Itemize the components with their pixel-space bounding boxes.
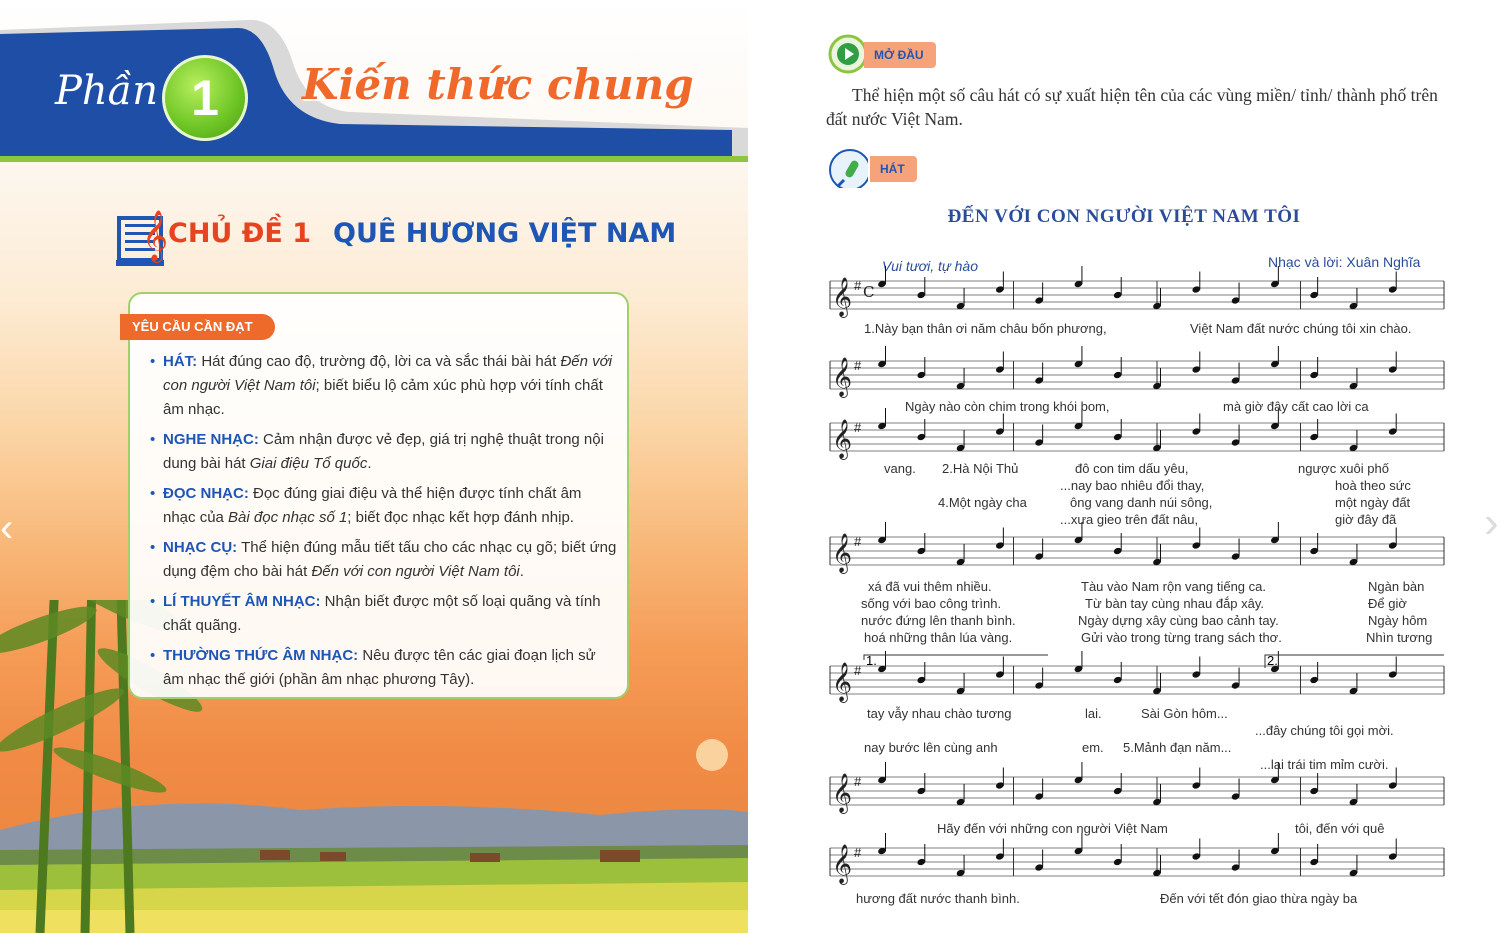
lyric-line: đô con tim dấu yêu,: [1075, 461, 1189, 476]
lyric-line: giờ đây đã: [1335, 512, 1397, 527]
volta-1-bracket: [864, 655, 1048, 660]
sharp-sign-icon: #: [854, 663, 862, 678]
lyric-line: tôi, đến với quê: [1295, 821, 1385, 836]
lyric-line: Sài Gòn hôm...: [1141, 706, 1228, 721]
lyric-line: mà giờ đây cất cao lời ca: [1223, 399, 1369, 414]
lyric-line: nước đứng lên thanh bình.: [861, 613, 1016, 628]
lyric-line: hoá những thân lúa vàng.: [864, 630, 1013, 645]
song-author: Nhạc và lời: Xuân Nghĩa: [1268, 254, 1421, 270]
volta-1-label: 1.: [866, 653, 877, 668]
requirements-list: [150, 350, 618, 698]
lyric-line: Ngày nào còn chim trong khói bom,: [905, 399, 1110, 414]
lyric-line: Ngàn bàn: [1368, 579, 1425, 594]
lyric-line: hương đất nước thanh bình.: [856, 891, 1020, 906]
lyric-line: 2.Hà Nội Thủ: [942, 461, 1019, 476]
lyric-line: Đến với tết đón giao thừa ngày ba: [1160, 891, 1358, 906]
lyric-line: Việt Nam đất nước chúng tôi xin chào.: [1190, 321, 1412, 336]
lyric-line: Từ bàn tay cùng nhau đắp xây.: [1085, 596, 1265, 611]
lyric-line: ngược xuôi phố: [1298, 461, 1389, 476]
lyric-line: Ngày dựng xây cùng bao cảnh tay.: [1078, 613, 1279, 628]
sharp-sign-icon: #: [854, 420, 862, 435]
next-page-arrow[interactable]: ›: [1484, 498, 1499, 547]
requirement-item: • ĐỌC NHẠC: Đọc đúng giai điệu và thể hiện được tính chất âm nhạc của Bài đọc nhạc số 1; biết đọc nhạc kết hợp đánh nhịp.: [150, 485, 582, 526]
tempo-marking: Vui tươi, tự hào: [882, 258, 978, 274]
requirement-item: • THƯỜNG THỨC ÂM NHẠC: Nêu được tên các giai đoạn lịch sử âm nhạc thế giới (phần âm nhạc phương Tây).: [150, 647, 596, 688]
lyric-line: lai.: [1085, 706, 1102, 721]
sharp-sign-icon: #: [854, 278, 862, 293]
topic-heading: [116, 206, 716, 268]
sharp-sign-icon: #: [854, 845, 862, 860]
lyric-line: một ngày đất: [1335, 495, 1411, 510]
lyric-line: 5.Mảnh đạn năm...: [1123, 740, 1232, 755]
treble-clef-icon: 𝄞: [832, 277, 853, 317]
time-signature: C: [863, 283, 875, 301]
previous-page-arrow[interactable]: ‹: [0, 506, 14, 550]
lyric-line: xá đã vui thêm nhiều.: [868, 579, 992, 594]
lyric-line: Để giờ: [1368, 596, 1407, 611]
lyric-line: Nhìn tương: [1366, 630, 1433, 645]
sharp-sign-icon: #: [854, 358, 862, 373]
sharp-sign-icon: #: [854, 774, 862, 789]
treble-clef-icon: 𝄞: [832, 662, 853, 702]
lyric-line: 4.Một ngày cha: [938, 495, 1027, 510]
part-word: Phần: [55, 68, 158, 114]
topic-label: CHỦ ĐỀ 1: [168, 218, 311, 249]
intro-text: Thể hiện một số câu hát có sự xuất hiện tên của các vùng miền/ tỉnh/ thành phố trên đất nước Việt Nam.: [826, 85, 1438, 129]
lyric-line: Gửi vào trong từng trang sách thơ.: [1081, 630, 1282, 645]
lyric-line: hoà theo sức: [1335, 478, 1411, 493]
lyric-line: vang.: [884, 461, 916, 476]
lyric-line: ...lai trái tim mỉm cười.: [1260, 757, 1389, 772]
svg-text:𝄞: 𝄞: [142, 210, 168, 261]
volta-2-label: 2.: [1267, 653, 1278, 668]
requirement-item: • NHẠC CỤ: Thể hiện đúng mẫu tiết tấu cho các nhạc cụ gõ; biết ứng dụng đệm cho bài hát Đến với con người Việt Nam tôi.: [150, 539, 617, 580]
topic-name: QUÊ HƯƠNG VIỆT NAM: [333, 218, 677, 249]
lyric-line: Hãy đến với những con người Việt Nam: [937, 821, 1168, 836]
requirements-box: [128, 292, 629, 699]
lyric-line: Tàu vào Nam rộn vang tiếng ca.: [1081, 579, 1266, 594]
right-page: [748, 0, 1500, 933]
lyric-line: ông vang danh núi sông,: [1070, 495, 1213, 510]
lyric-line: ...đây chúng tôi gọi mời.: [1255, 723, 1394, 738]
intro-label: MỞ ĐẦU: [864, 42, 936, 68]
song-title: ĐẾN VỚI CON NGƯỜI VIỆT NAM TÔI: [947, 206, 1301, 227]
lyric-line: Ngày hôm: [1368, 613, 1428, 628]
treble-clef-icon: 𝄞: [832, 357, 853, 397]
treble-clef-icon: 𝄞: [832, 533, 853, 573]
part-number-badge: 1: [162, 55, 248, 141]
lyric-line: nay bước lên cùng anh: [864, 740, 998, 755]
requirements-tag: YÊU CẦU CẦN ĐẠT: [120, 314, 275, 340]
left-page: [0, 0, 748, 933]
lyric-line: ...nay bao nhiêu đổi thay,: [1060, 478, 1205, 493]
sharp-sign-icon: #: [854, 534, 862, 549]
treble-clef-icon: 𝄞: [832, 419, 853, 459]
lyric-line: ...xưa gieo trên đất nâu,: [1060, 512, 1199, 527]
music-book-icon: [116, 206, 168, 268]
requirement-item: • LÍ THUYẾT ÂM NHẠC: Nhận biết được một số loại quãng và tính chất quãng.: [150, 593, 601, 634]
treble-clef-icon: 𝄞: [832, 773, 853, 813]
lyric-line: 1.Này bạn thân ơi năm châu bốn phương,: [864, 321, 1107, 336]
requirement-item: • HÁT: Hát đúng cao độ, trường độ, lời ca và sắc thái bài hát Đến với con người Việt Nam tôi; biết biểu lộ cảm xúc phù hợp với tính chất âm nhạc.: [150, 353, 613, 418]
part-title: Kiến thức chung: [302, 60, 694, 109]
requirement-item: • NGHE NHẠC: Cảm nhận được vẻ đẹp, giá trị nghệ thuật trong nội dung bài hát Giai điệu Tổ quốc.: [150, 431, 604, 472]
treble-clef-icon: 𝄞: [832, 844, 853, 884]
lyric-line: sống với bao công trình.: [861, 596, 1002, 611]
lyric-line: em.: [1082, 740, 1104, 755]
sing-label: HÁT: [870, 156, 917, 182]
lyric-line: tay vẫy nhau chào tương: [867, 706, 1012, 721]
